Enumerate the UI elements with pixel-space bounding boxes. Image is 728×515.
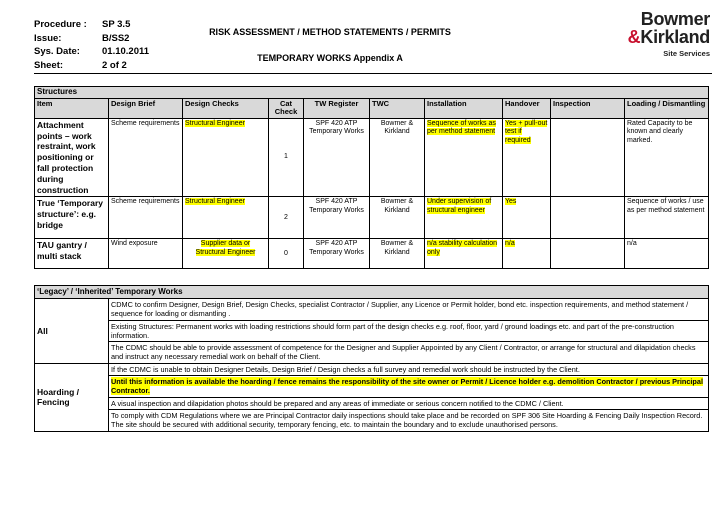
hoarding-label: Hoarding / Fencing	[35, 363, 109, 431]
row-cat-check: 0	[269, 239, 304, 269]
table-row	[35, 376, 709, 398]
table-row	[35, 363, 709, 375]
row-inspection	[551, 197, 625, 239]
col-header-cat-check: Cat Check	[269, 98, 304, 118]
table-row	[35, 342, 709, 364]
logo-tagline: Site Services	[663, 49, 710, 58]
row-item: Attachment points – work restraint, work positioning or fall protection during construction	[35, 118, 109, 197]
col-header-item: Item	[35, 98, 109, 118]
row-design-checks: Supplier data or Structural Engineer	[195, 240, 256, 256]
table-row	[35, 320, 709, 342]
row-design-checks: Structural Engineer	[185, 198, 245, 206]
row-item: TAU gantry / multi stack	[35, 239, 109, 269]
logo-line1: Bowmer	[640, 9, 710, 29]
table-row	[35, 118, 709, 197]
logo-line2: Kirkland	[640, 27, 710, 47]
row-design-brief: Wind exposure	[109, 239, 183, 269]
col-header-installation: Installation	[425, 98, 503, 118]
document-subtitle: TEMPORARY WORKS Appendix A	[257, 53, 403, 63]
row-inspection	[551, 239, 625, 269]
all-paragraph-1: CDMC to confirm Designer, Design Brief, Design Checks, specialist Contractor / Supplier, any Licence or Permit holder, bond etc. inspection requirements, and method statement / sequence for loading or dismantling .	[109, 299, 709, 321]
sysdate-value: 01.10.2011	[102, 46, 150, 57]
col-header-inspection: Inspection	[551, 98, 625, 118]
procedure-value: SP 3.5	[102, 19, 131, 30]
sysdate-label: Sys. Date:	[34, 46, 80, 57]
row-installation: n/a stability calculation only	[427, 240, 498, 256]
row-design-brief: Scheme requirements	[109, 197, 183, 239]
all-paragraph-3: The CDMC should be able to provide assessment of competence for the Designer and Supplier Appointed by any Client / Contractor, or arrange for structural and dilapidation checks and instruct any necessary remedial work on behalf of the Client.	[109, 342, 709, 364]
row-loading: Sequence of works / use as per method statement	[625, 197, 709, 239]
legacy-table	[34, 285, 709, 432]
company-logo	[610, 10, 710, 58]
structures-section-title: Structures	[35, 87, 709, 99]
all-label: All	[35, 299, 109, 364]
sheet-value: 2 of 2	[102, 59, 127, 71]
hoarding-paragraph-1: If the CDMC is unable to obtain Designer Details, Design Brief / Design checks a full survey and remedial work should be instructed by the Client.	[109, 363, 709, 375]
row-handover: Yes + pull-out test if required	[505, 119, 548, 144]
issue-label: Issue:	[34, 32, 62, 44]
row-design-checks: Structural Engineer	[185, 119, 245, 127]
row-design-brief: Scheme requirements	[109, 118, 183, 197]
row-loading: n/a	[625, 239, 709, 269]
document-title: RISK ASSESSMENT / METHOD STATEMENTS / PERMITS	[209, 27, 451, 37]
row-handover: n/a	[505, 240, 515, 248]
hoarding-paragraph-3: A visual inspection and dilapidation photos should be prepared and any areas of immediate or serious concern notified to the CDMC / Client.	[109, 397, 709, 409]
procedure-label: Procedure :	[34, 19, 87, 30]
row-inspection	[551, 118, 625, 197]
all-paragraph-2: Existing Structures: Permanent works with loading restrictions should form part of the design checks e.g. roof, floor, yard / ground loadings etc. and part of the pre-construction information.	[109, 320, 709, 342]
table-row	[35, 409, 709, 431]
col-header-handover: Handover	[503, 98, 551, 118]
row-installation: Sequence of works as per method statement	[427, 119, 496, 136]
header-divider	[34, 73, 712, 74]
row-tw-register: SPF 420 ATP Temporary Works	[304, 197, 370, 239]
document-meta	[34, 18, 149, 72]
col-header-design-brief: Design Brief	[109, 98, 183, 118]
col-header-loading: Loading / Dismantling	[625, 98, 709, 118]
table-row	[35, 299, 709, 321]
hoarding-paragraph-2: Until this information is available the hoarding / fence remains the responsibility of the site owner or Permit / Licence holder e.g. demolition Contractor / previous Principal Contractor.	[111, 377, 703, 396]
issue-value: B/SS2	[102, 32, 130, 44]
sheet-label: Sheet:	[34, 59, 64, 71]
table-row	[35, 239, 709, 269]
structures-header-row	[35, 98, 709, 118]
legacy-section-title: ‘Legacy’ / ‘Inherited’ Temporary Works	[35, 286, 709, 299]
col-header-tw-register: TW Register	[304, 98, 370, 118]
row-twc: Bowmer & Kirkland	[370, 197, 425, 239]
structures-table	[34, 86, 709, 269]
col-header-design-checks: Design Checks	[183, 98, 269, 118]
row-twc: Bowmer & Kirkland	[370, 239, 425, 269]
row-item: True ‘Temporary structure’: e.g. bridge	[35, 197, 109, 239]
row-tw-register: SPF 420 ATP Temporary Works	[304, 239, 370, 269]
row-tw-register: SPF 420 ATP Temporary Works	[304, 118, 370, 197]
hoarding-paragraph-4: To comply with CDM Regulations where we are Principal Contractor daily inspections should take place and be recorded on SPF 306 Site Hoarding & Fencing Daily Inspection Record. The site should be secured with additional security, temporary fencing, etc. to maintain the boundary and to exclude unauthorised persons.	[109, 409, 709, 431]
table-row	[35, 397, 709, 409]
col-header-twc: TWC	[370, 98, 425, 118]
row-installation: Under supervision of structural engineer	[427, 198, 492, 214]
row-cat-check: 1	[269, 118, 304, 197]
logo-ampersand: &	[627, 27, 641, 47]
table-row	[35, 197, 709, 239]
row-cat-check: 2	[269, 197, 304, 239]
row-loading: Rated Capacity to be known and clearly marked.	[625, 118, 709, 197]
row-handover: Yes	[505, 198, 517, 206]
row-twc: Bowmer & Kirkland	[370, 118, 425, 197]
